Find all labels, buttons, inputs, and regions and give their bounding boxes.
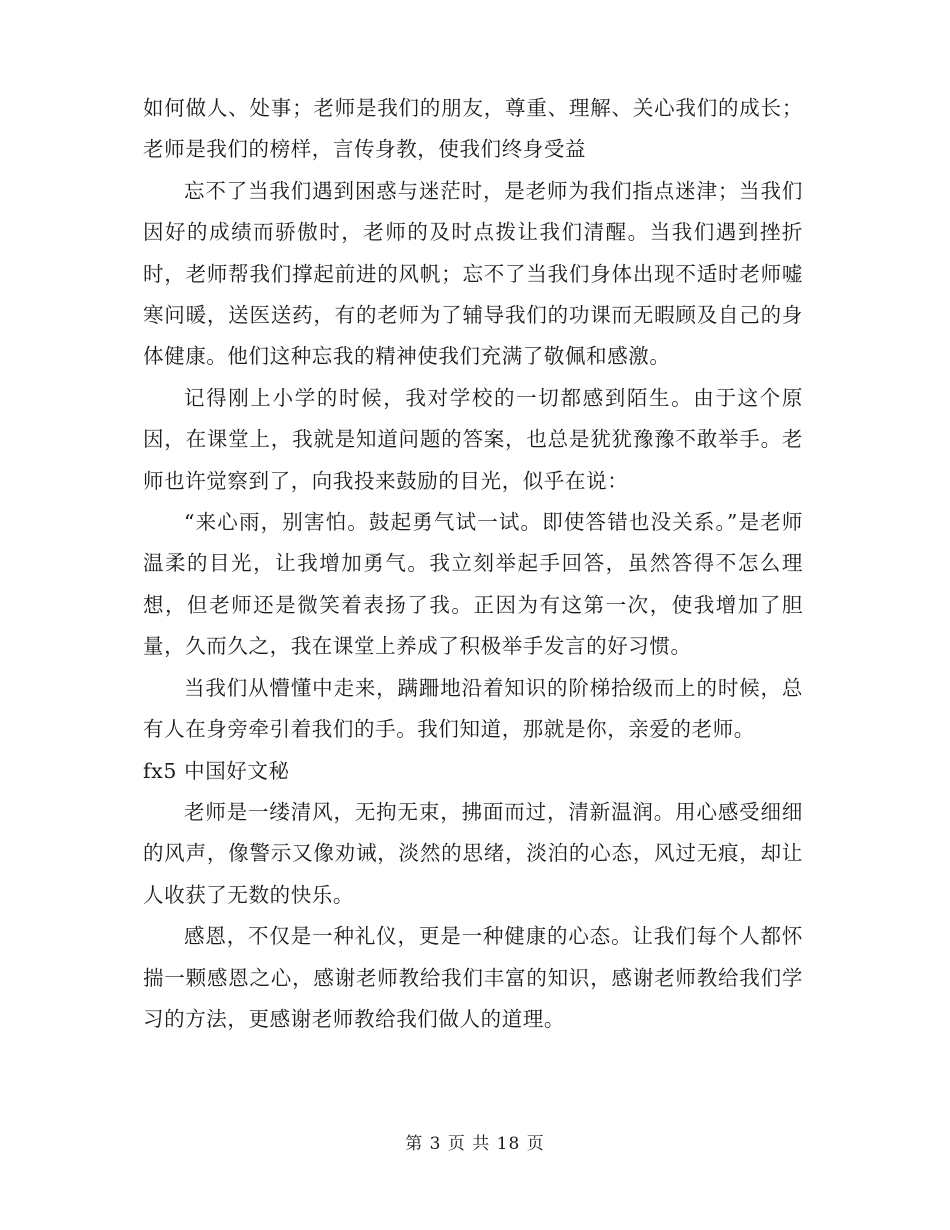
paragraph-5: 当我们从懵懂中走来，蹒跚地沿着知识的阶梯拾级而上的时候，总有人在身旁牵引着我们的手。我们知道，那就是你，亲爱的老师。 (143, 675, 803, 742)
page-footer: 第 3 页 共 18 页 (405, 1134, 545, 1154)
paragraph-1: 如何做人、处事；老师是我们的朋友，尊重、理解、关心我们的成长；老师是我们的榜样，言传身教，使我们终身受益 (143, 96, 803, 162)
paragraph-7: 老师是一缕清风，无拘无束，拂面而过，清新温润。用心感受细细的风声，像警示又像劝诫，淡然的思绪，淡泊的心态，风过无痕，却让人收获了无数的快乐。 (143, 799, 803, 907)
paragraph-2: 忘不了当我们遇到困惑与迷茫时，是老师为我们指点迷津；当我们因好的成绩而骄傲时，老师的及时点拨让我们清醒。当我们遇到挫折时，老师帮我们撑起前进的风帆；忘不了当我们身体出现不适时老师嘘寒问暖，送医送药，有的老师为了辅导我们的功课而无暇顾及自己的身体健康。他们这种忘我的精神使我们充满了敬佩和感激。 (143, 178, 803, 369)
paragraph-4: “来心雨，别害怕。鼓起勇气试一试。即使答错也没关系。”是老师温柔的目光，让我增加勇气。我立刻举起手回答，虽然答得不怎么理想，但老师还是微笑着表扬了我。正因为有这第一次，使我增加了胆量，久而久之，我在课堂上养成了积极举手发言的好习惯。 (143, 510, 803, 659)
paragraph-8: 感恩，不仅是一种礼仪，更是一种健康的心态。让我们每个人都怀揣一颗感恩之心，感谢老师教给我们丰富的知识，感谢老师教给我们学习的方法，更感谢老师教给我们做人的道理。 (143, 924, 803, 1031)
paragraph-3: 记得刚上小学的时候，我对学校的一切都感到陌生。由于这个原因，在课堂上，我就是知道问题的答案，也总是犹犹豫豫不敢举手。老师也许觉察到了，向我投来鼓励的目光，似乎在说： (143, 385, 803, 493)
paragraph-6: fx5 中国好文秘 (143, 758, 290, 783)
document-body (143, 88, 803, 1040)
